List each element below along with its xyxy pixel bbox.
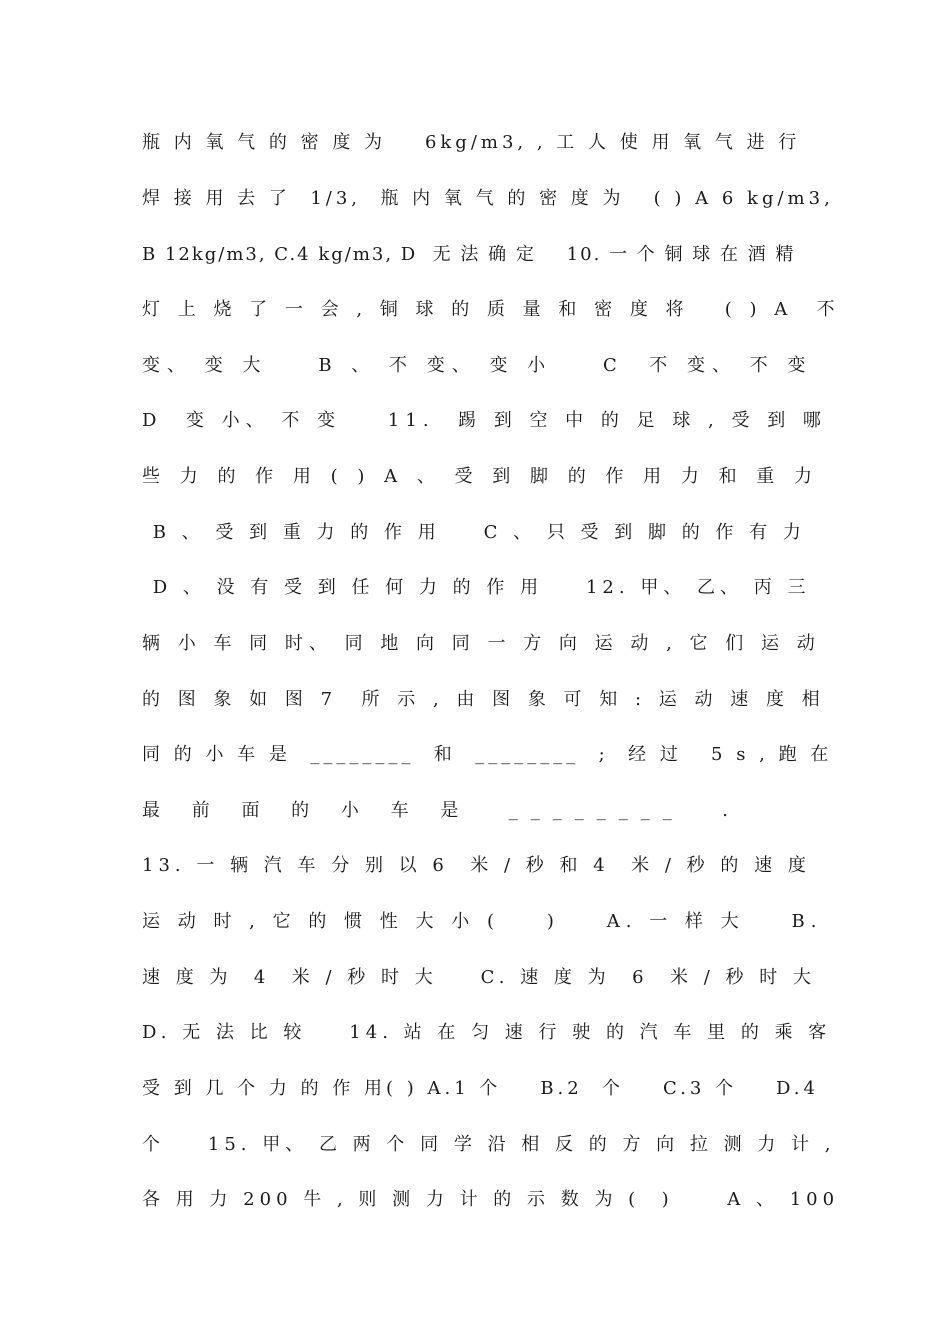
text-line: 受 到 几 个 力 的 作 用( ) A.1 个 B.2 个 C.3 个 D.4 bbox=[142, 1078, 819, 1099]
text-line: 瓶 内 氧 气 的 密 度 为 6kg/m3, , 工 人 使 用 氧 气 进 行 bbox=[142, 132, 801, 153]
text-line: 的 图 象 如 图 7 所 示 , 由 图 象 可 知 : 运 动 速 度 相 bbox=[142, 689, 826, 710]
text-line: 同 的 小 车 是 ________ 和 ________ ; 经 过 5 s , 跑 在 bbox=[142, 744, 833, 765]
text-line: 些 力 的 作 用 ( ) A 、 受 到 脚 的 作 用 力 和 重 力 bbox=[142, 466, 820, 487]
text-line: 运 动 时 , 它 的 惯 性 大 小 ( ) A. 一 样 大 B. bbox=[142, 911, 823, 932]
text-line: 各 用 力 200 牛 , 则 测 力 计 的 示 数 为 ( ) A 、 100 bbox=[142, 1189, 840, 1210]
text-line: 速 度 为 4 米 / 秒 时 大 C. 速 度 为 6 米 / 秒 时 大 bbox=[142, 967, 816, 988]
text-line: 辆 小 车 同 时、 同 地 向 同 一 方 向 运 动 , 它 们 运 动 bbox=[142, 633, 821, 654]
text-line: 变、 变 大 B 、 不 变、 变 小 C 不 变、 不 变 bbox=[142, 355, 813, 376]
text-line: D. 无 法 比 较 14. 站 在 匀 速 行 驶 的 汽 车 里 的 乘 客 bbox=[142, 1022, 832, 1043]
text-line: D 、 没 有 受 到 任 何 力 的 作 用 12. 甲、 乙、 丙 三 bbox=[142, 577, 811, 598]
text-line: B 、 受 到 重 力 的 作 用 C 、 只 受 到 脚 的 作 有 力 bbox=[142, 522, 806, 543]
text-line: D 变 小、 不 变 11. 踢 到 空 中 的 足 球 , 受 到 哪 bbox=[142, 410, 827, 431]
text-line: 灯 上 烧 了 一 会 , 铜 球 的 质 量 和 密 度 将 ( ) A 不 bbox=[142, 299, 841, 320]
text-line: B 12kg/m3, C.4 kg/m3, D 无 法 确 定 10. 一 个 铜 球 在 酒 精 bbox=[142, 244, 796, 265]
text-line: 13. 一 辆 汽 车 分 别 以 6 米 / 秒 和 4 米 / 秒 的 速 度 bbox=[142, 855, 811, 876]
text-line: 焊 接 用 去 了 1/3, 瓶 内 氧 气 的 密 度 为 ( ) A 6 kg/m3, bbox=[142, 188, 834, 209]
text-line: 最 前 面 的 小 车 是 ________ . bbox=[142, 800, 741, 821]
text-line: 个 15. 甲、 乙 两 个 同 学 沿 相 反 的 方 向 拉 测 力 计 , bbox=[142, 1134, 836, 1155]
